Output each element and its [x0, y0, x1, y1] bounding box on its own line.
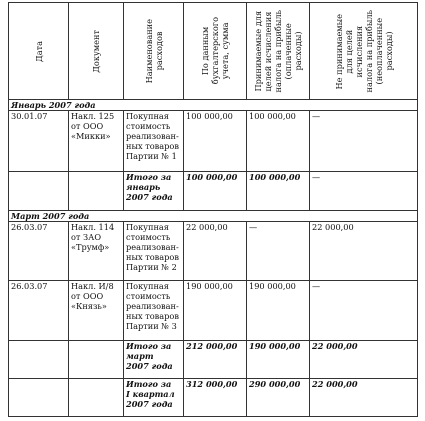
total-row	[9, 172, 418, 211]
cell-document: Накл. И/8 от ООО «Князь»	[69, 281, 124, 341]
cell-accounting-sum: 100 000,00	[184, 172, 247, 211]
cell-expense-name: Покупная стоимость реализован- ных товаров Партии № 2	[124, 222, 184, 281]
header-not-accepted-label: Не принимаемые для целей исчисления налога на прибыль (неоплаченные расходы)	[333, 9, 394, 93]
section-row-january	[9, 100, 418, 111]
header-date-label: Дата	[33, 40, 44, 62]
table-row	[9, 281, 418, 341]
cell-not-accepted: —	[310, 111, 418, 172]
section-label: Март 2007 года	[9, 211, 418, 222]
cell-date	[9, 341, 69, 379]
header-not-accepted	[310, 3, 418, 100]
cell-date: 30.01.07	[9, 111, 69, 172]
header-row	[9, 3, 418, 100]
header-expense-name-label: Наименование расходов	[143, 18, 164, 84]
header-accepted	[247, 3, 310, 100]
header-accounting-sum	[184, 3, 247, 100]
cell-not-accepted: 22 000,00	[310, 222, 418, 281]
cell-accepted: 100 000,00	[247, 111, 310, 172]
cell-accounting-sum: 100 000,00	[184, 111, 247, 172]
cell-not-accepted: 22 000,00	[310, 341, 418, 379]
header-date	[9, 3, 69, 100]
cell-document: Накл. 125 от ООО «Микки»	[69, 111, 124, 172]
header-document	[69, 3, 124, 100]
cell-accepted: 100 000,00	[247, 172, 310, 211]
cell-not-accepted: —	[310, 281, 418, 341]
section-label: Январь 2007 года	[9, 100, 418, 111]
cell-total-label: Итого за январь 2007 года	[124, 172, 184, 211]
header-document-label: Документ	[91, 29, 101, 73]
cell-document	[69, 341, 124, 379]
cell-accounting-sum: 22 000,00	[184, 222, 247, 281]
cell-date	[9, 172, 69, 211]
table-row	[9, 222, 418, 281]
cell-not-accepted: —	[310, 172, 418, 211]
cell-date: 26.03.07	[9, 222, 69, 281]
cell-total-label: Итого за март 2007 года	[124, 341, 184, 379]
section-row-march	[9, 211, 418, 222]
header-accounting-sum-label: По данным бухгалтерского учета, сумма	[200, 17, 230, 85]
cell-date	[9, 379, 69, 417]
cell-date: 26.03.07	[9, 281, 69, 341]
total-row	[9, 379, 418, 417]
total-row	[9, 341, 418, 379]
cell-document	[69, 172, 124, 211]
table-row	[9, 111, 418, 172]
cell-accepted: —	[247, 222, 310, 281]
cell-total-label: Итого за I квартал 2007 года	[124, 379, 184, 417]
cell-accepted: 190 000,00	[247, 281, 310, 341]
expense-table-container	[8, 2, 418, 417]
cell-accounting-sum: 190 000,00	[184, 281, 247, 341]
cell-not-accepted: 22 000,00	[310, 379, 418, 417]
cell-document	[69, 379, 124, 417]
header-accepted-label: Принимаемые для целей исчисления налога на прибыль (оплаченные расходы)	[253, 9, 303, 93]
header-expense-name	[124, 3, 184, 100]
cell-accounting-sum: 312 000,00	[184, 379, 247, 417]
cell-expense-name: Покупная стоимость реализован- ных товаров Партии № 3	[124, 281, 184, 341]
cell-accepted: 290 000,00	[247, 379, 310, 417]
cell-document: Накл. 114 от ЗАО «Трумф»	[69, 222, 124, 281]
cell-accepted: 190 000,00	[247, 341, 310, 379]
cell-expense-name: Покупная стоимость реализован- ных товаров Партии № 1	[124, 111, 184, 172]
expense-register-table	[8, 2, 418, 417]
cell-accounting-sum: 212 000,00	[184, 341, 247, 379]
